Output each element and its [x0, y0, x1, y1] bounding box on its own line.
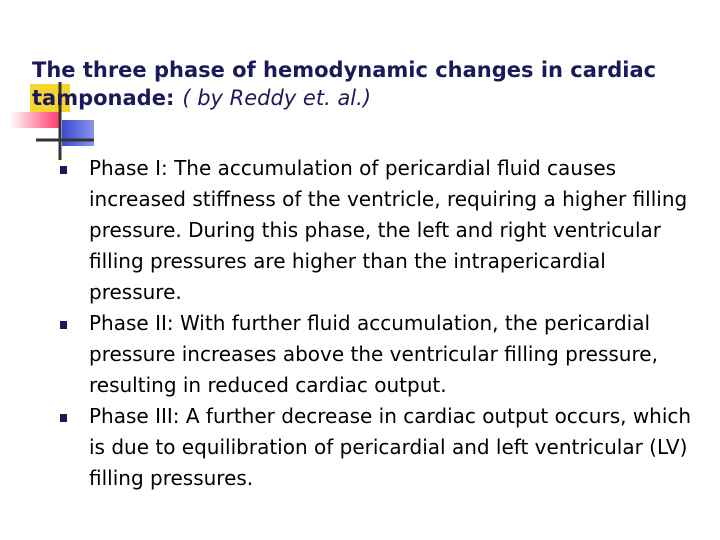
- list-item-phase-3: [60, 401, 700, 494]
- title-author: ( by Reddy et. al.): [182, 86, 372, 110]
- list-item-phase-1: [60, 153, 700, 308]
- bullet-list: [60, 153, 700, 494]
- accent-blue-block: [62, 120, 94, 146]
- bullet-text: Phase I: The accumulation of pericardial fluid causes increased stiffness of the ventricle, requiring a higher filling pressure. During this phase, the left and right ventricular filling pressures are higher than the intrapericardial pressure.: [89, 156, 688, 304]
- title-main: The three phase of hemodynamic changes in cardiac tamponade:: [32, 58, 657, 110]
- list-item-phase-2: [60, 308, 700, 401]
- accent-pink-block: [10, 112, 60, 128]
- bullet-square-icon: [60, 321, 67, 329]
- bullet-text: Phase II: With further fluid accumulation, the pericardial pressure increases above the ventricular filling pressure, resulting in reduced cardiac output.: [89, 311, 658, 397]
- bullet-square-icon: [60, 414, 67, 422]
- slide-title: [32, 56, 702, 112]
- bullet-square-icon: [60, 166, 67, 174]
- bullet-text: Phase III: A further decrease in cardiac output occurs, which is due to equilibration of pericardial and left ventricular (LV) filling pressures.: [89, 404, 692, 490]
